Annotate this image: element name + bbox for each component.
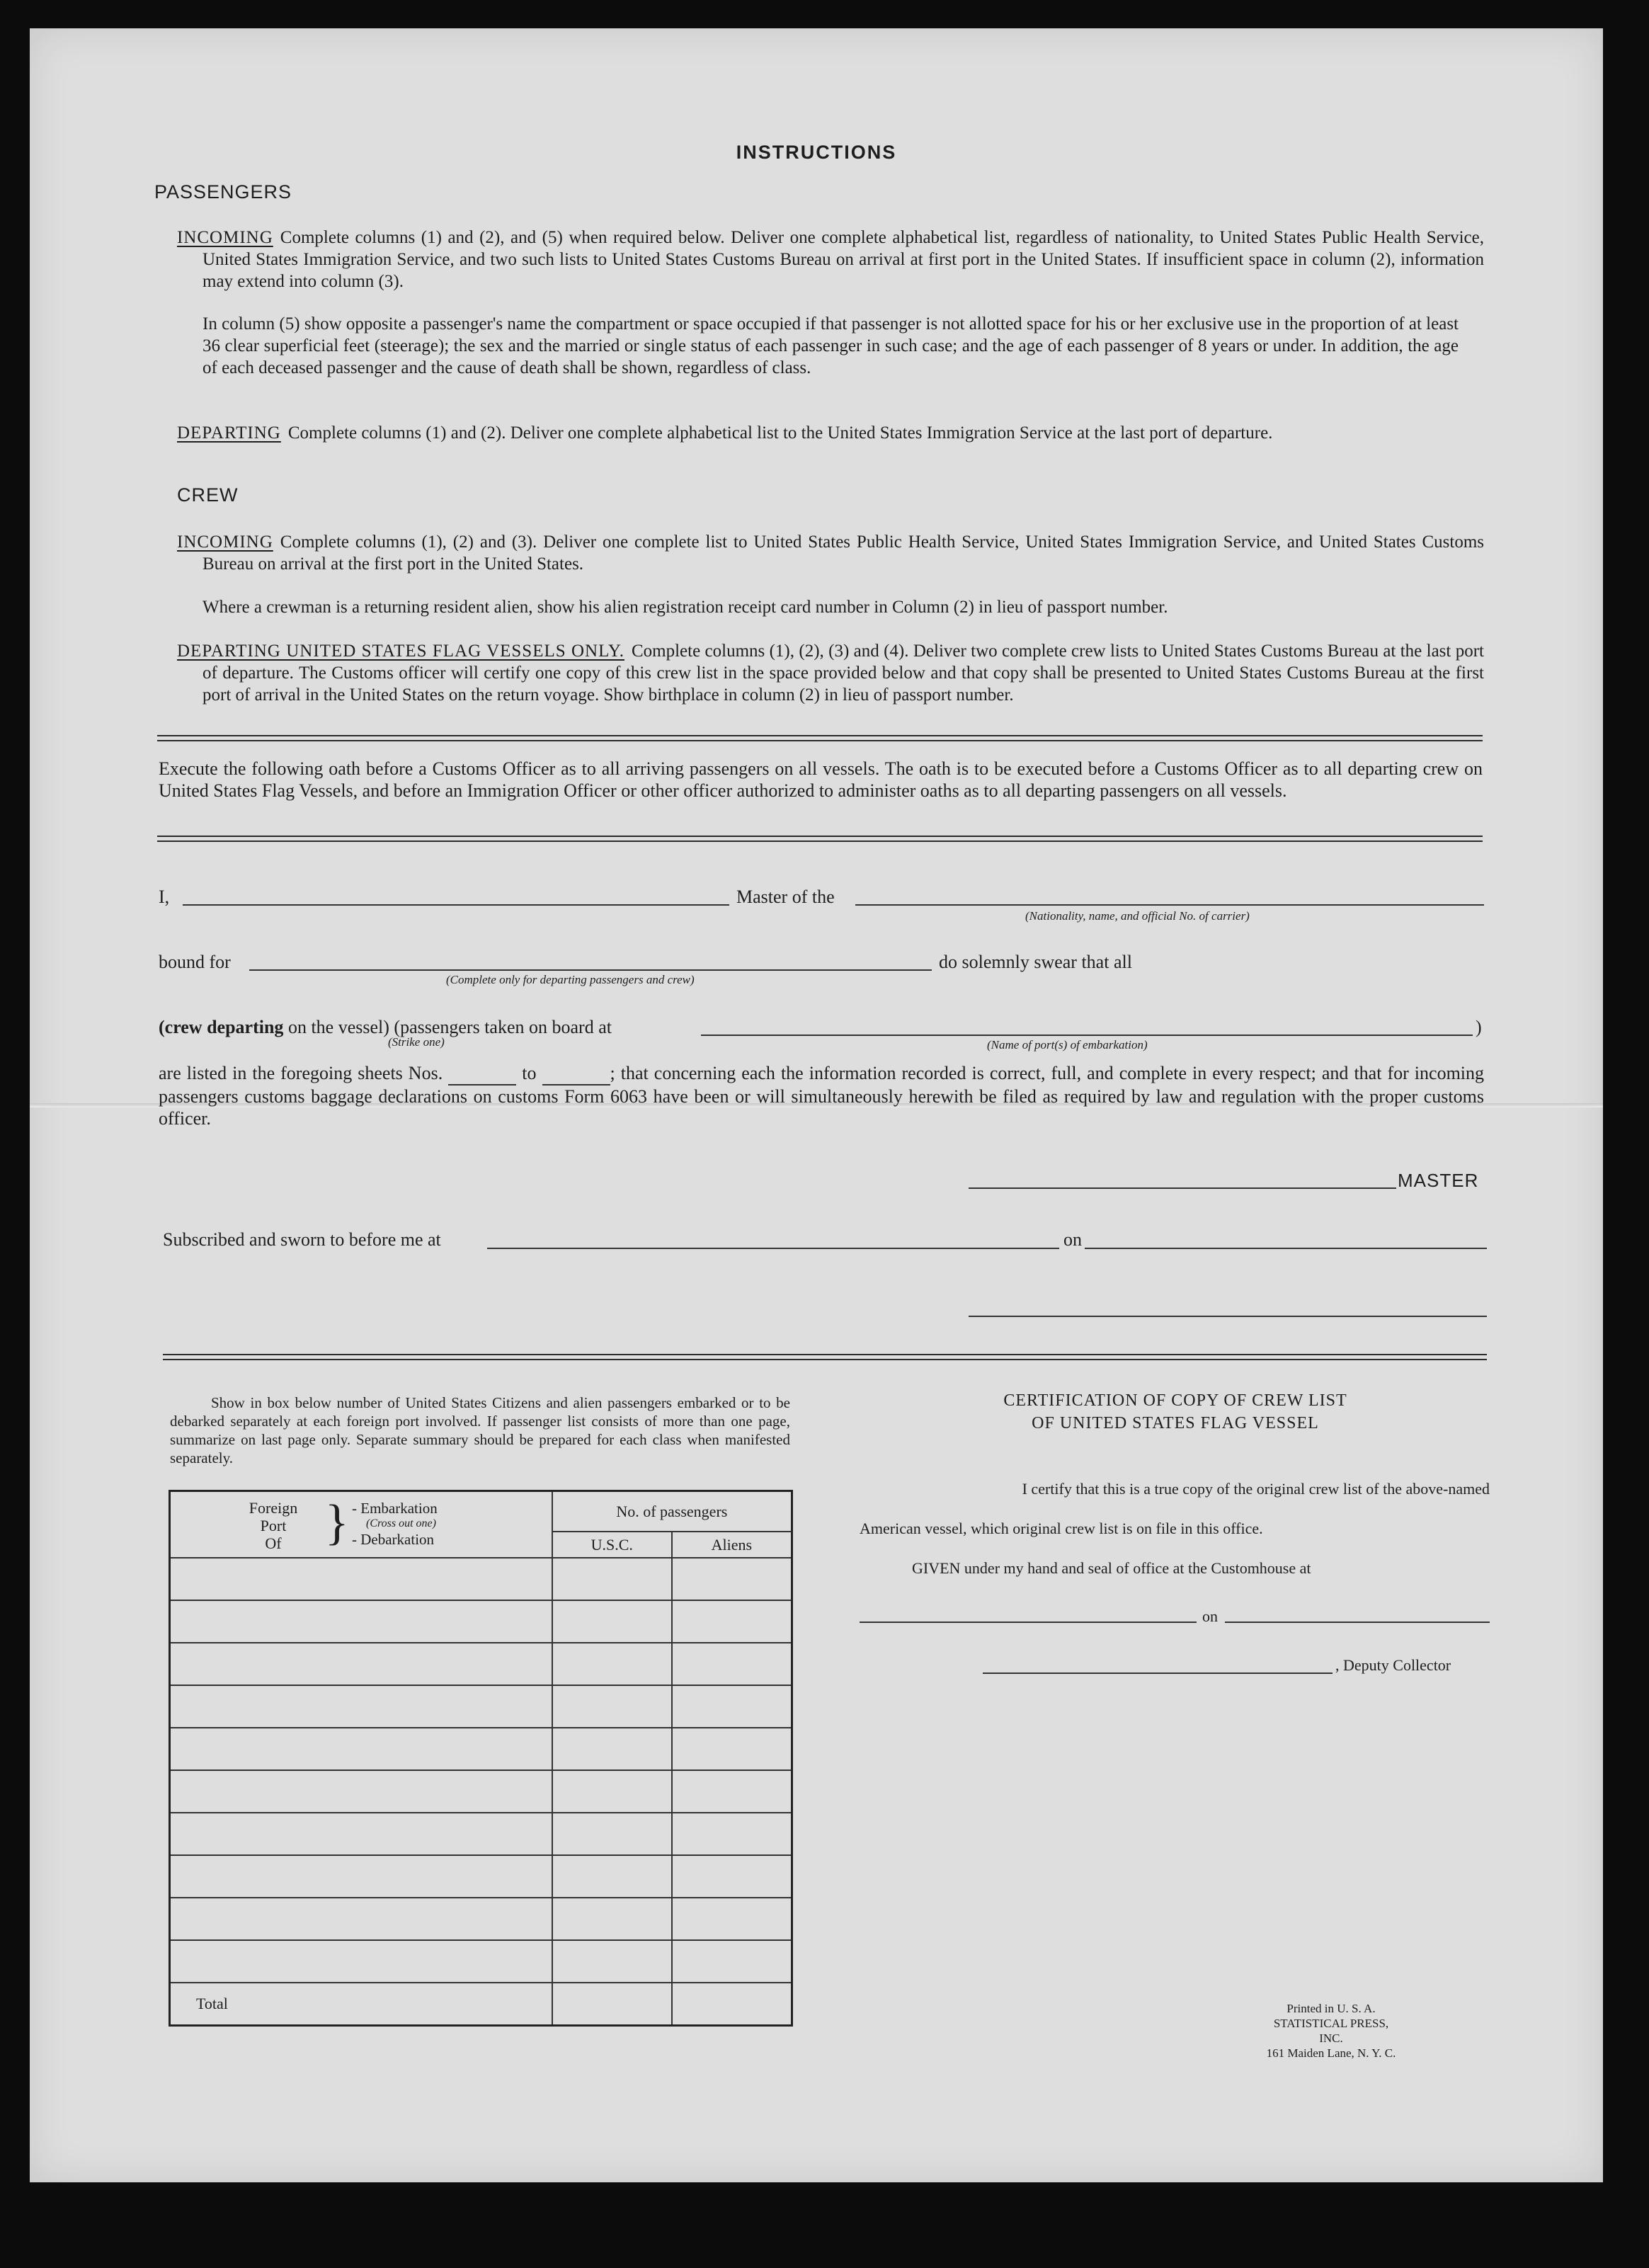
certification-title-line2: OF UNITED STATES FLAG VESSEL [1032, 1414, 1319, 1432]
crew-departing-option[interactable]: (crew departing [159, 1017, 284, 1037]
usc-cell[interactable] [552, 1558, 672, 1600]
oath-i-label: I, [159, 887, 170, 907]
passengers-incoming-text: Complete columns (1) and (2), and (5) when required below. Deliver one complete alphabetical list, regardless of nationality, to United States Public Health Service, United States Immigration Service, and two such lists to United States Customs Bureau on arrival at first port in the United States. If insufficient space in column (2), information may extend into column (3). [202, 228, 1484, 291]
certify-line-b: American vessel, which original crew list is on file in this office. [860, 1520, 1263, 1537]
certification-on-label: on [1202, 1607, 1218, 1625]
aliens-header: Aliens [672, 1532, 792, 1558]
crew-departing-text: Complete columns (1), (2), (3) and (4). Deliver two complete crew lists to United States Customs Bureau at the last port of departure. The Customs officer will certify one copy of this crew list in the space provided below and that copy shall be presented to United States Customs Bureau at the first port of arrival in the United States on the return voyage. Show birthplace in column (2) in lieu of passport number. [202, 642, 1484, 705]
port-cell[interactable] [170, 1855, 552, 1898]
usc-cell[interactable] [552, 1728, 672, 1770]
usc-cell[interactable] [552, 1770, 672, 1813]
foreign-port-header [170, 1491, 552, 1558]
passengers-column5-paragraph: In column (5) show opposite a passenger's name the compartment or space occupied if that passenger is not allotted space for his or her exclusive use in the proportion of at least 36 clear superficial feet (steerage); the sex and the married or single status of each passenger in such case; and the age of each passenger of 8 years or under. In addition, the age of each deceased passenger and the cause of death shall be shown, regardless of class. [202, 314, 1459, 377]
usc-cell[interactable] [552, 1898, 672, 1940]
ports-line[interactable] [701, 1035, 1473, 1036]
complete-only-caption: (Complete only for departing passengers and crew) [446, 973, 695, 986]
port-cell[interactable] [170, 1940, 552, 1983]
passenger-summary-table [169, 1490, 793, 2027]
aliens-cell[interactable] [672, 1770, 792, 1813]
listed-text-a: are listed in the foregoing sheets Nos. [159, 1063, 443, 1083]
aliens-cell[interactable] [672, 1898, 792, 1940]
crew-incoming-text: Complete columns (1), (2) and (3). Deliver one complete list to United States Public Health Service, United States Immigration Service, and United States Customs Bureau on arrival at the first port in the United States. [202, 532, 1484, 574]
port-label: Port [260, 1517, 287, 1534]
on-the-vessel-label: on the vessel) [287, 1017, 389, 1037]
listed-to-label: to [522, 1063, 537, 1083]
sheet-from-line[interactable] [448, 1062, 516, 1085]
section-divider [157, 735, 1483, 741]
total-row [170, 1983, 792, 2026]
usc-header: U.S.C. [552, 1532, 672, 1558]
aliens-cell[interactable] [672, 1855, 792, 1898]
page-title: INSTRUCTIONS [736, 142, 897, 163]
certification-date-line[interactable] [1225, 1622, 1490, 1623]
port-cell[interactable] [170, 1813, 552, 1855]
officer-signature-line[interactable] [969, 1316, 1487, 1317]
master-label: MASTER [1398, 1170, 1479, 1191]
swear-label: do solemnly swear that all [939, 952, 1132, 972]
table-row [170, 1558, 792, 1600]
master-of-the-label: Master of the [736, 887, 835, 907]
total-label: Total [170, 1983, 552, 2026]
carrier-line[interactable] [855, 904, 1484, 906]
subscribed-date-line[interactable] [1085, 1248, 1487, 1249]
passengers-incoming-paragraph [177, 227, 1484, 292]
of-label: Of [265, 1534, 282, 1552]
port-cell[interactable] [170, 1600, 552, 1643]
usc-cell[interactable] [552, 1813, 672, 1855]
certification-title [864, 1389, 1487, 1435]
port-cell[interactable] [170, 1728, 552, 1770]
aliens-cell[interactable] [672, 1643, 792, 1685]
aliens-cell[interactable] [672, 1600, 792, 1643]
crew-departing-lead: DEPARTING UNITED STATES FLAG VESSELS ONLY. [177, 642, 624, 661]
strike-one-caption: (Strike one) [388, 1035, 445, 1049]
printer-line3: 161 Maiden Lane, N. Y. C. [1266, 2046, 1396, 2060]
listed-text-b: ; that concerning each the information recorded is correct, full, and complete in every respect; and that for incoming passengers customs baggage declarations on customs Form 6063 have been or will simultaneously herewith be filed as required by law and regulation with the proper customs officer. [159, 1063, 1485, 1129]
master-name-line[interactable] [183, 904, 729, 906]
usc-cell[interactable] [552, 1643, 672, 1685]
master-signature-line[interactable] [969, 1187, 1396, 1189]
usc-cell[interactable] [552, 1940, 672, 1983]
table-row [170, 1643, 792, 1685]
cross-out-caption: (Cross out one) [366, 1517, 436, 1529]
table-row [170, 1855, 792, 1898]
deputy-collector-label: , Deputy Collector [1335, 1656, 1451, 1674]
aliens-cell[interactable] [672, 1940, 792, 1983]
passengers-departing-paragraph [177, 422, 1484, 444]
usc-cell[interactable] [552, 1600, 672, 1643]
sheet-to-line[interactable] [542, 1062, 610, 1085]
certification-title-line1: CERTIFICATION OF COPY OF CREW LIST [1003, 1391, 1347, 1410]
subscribed-on-label: on [1063, 1229, 1082, 1250]
brace-icon: } [325, 1495, 349, 1550]
close-paren: ) [1476, 1017, 1482, 1037]
printer-line1: Printed in U. S. A. [1286, 2002, 1376, 2015]
no-of-passengers-header: No. of passengers [552, 1491, 792, 1532]
port-cell[interactable] [170, 1898, 552, 1940]
table-row [170, 1770, 792, 1813]
table-row [170, 1728, 792, 1770]
strike-one-line [159, 1017, 612, 1038]
crew-resident-paragraph: Where a crewman is a returning resident alien, show his alien registration receipt card number in Column (2) in lieu of passport number. [202, 598, 1168, 617]
oath-intro: Execute the following oath before a Customs Officer as to all arriving passengers on all vessels. The oath is to be executed before a Customs Officer as to all departing crew on United States Flag Vessels, and before an Immigration Officer or other officer authorized to administer oaths as to all departing passengers on all vessels. [159, 758, 1483, 801]
nationality-caption: (Nationality, name, and official No. of carrier) [1025, 909, 1250, 923]
embarkation-option[interactable]: - Embarkation [352, 1500, 438, 1517]
port-cell[interactable] [170, 1643, 552, 1685]
aliens-cell[interactable] [672, 1685, 792, 1728]
usc-total-cell[interactable] [552, 1983, 672, 2026]
port-cell[interactable] [170, 1558, 552, 1600]
debarkation-option[interactable]: - Debarkation [352, 1531, 435, 1548]
passengers-taken-option[interactable]: (passengers taken on board at [394, 1017, 612, 1037]
table-row [170, 1940, 792, 1983]
foreign-label: Foreign [249, 1499, 298, 1517]
aliens-total-cell[interactable] [672, 1983, 792, 2026]
passengers-incoming-lead: INCOMING [177, 228, 273, 247]
table-row [170, 1600, 792, 1643]
aliens-cell[interactable] [672, 1728, 792, 1770]
crew-heading: CREW [177, 484, 239, 506]
aliens-cell[interactable] [672, 1813, 792, 1855]
listed-paragraph [159, 1062, 1484, 1129]
bound-for-label: bound for [159, 952, 231, 972]
deputy-collector-line[interactable] [983, 1672, 1333, 1674]
port-cell[interactable] [170, 1770, 552, 1813]
table-row [170, 1898, 792, 1940]
printer-line2: STATISTICAL PRESS, INC. [1273, 2017, 1389, 2045]
customhouse-line[interactable] [860, 1622, 1197, 1623]
usc-cell[interactable] [552, 1685, 672, 1728]
crew-incoming-lead: INCOMING [177, 532, 273, 552]
lower-divider [163, 1354, 1487, 1360]
aliens-cell[interactable] [672, 1558, 792, 1600]
crew-departing-paragraph [177, 640, 1484, 706]
passengers-departing-lead: DEPARTING [177, 423, 281, 443]
ports-caption: (Name of port(s) of embarkation) [987, 1038, 1148, 1052]
table-row [170, 1685, 792, 1728]
printer-imprint [1260, 2001, 1402, 2061]
summary-intro: Show in box below number of United States Citizens and alien passengers embarked or to be debarked separately at each foreign port involved. If passenger list consists of more than one page, summarize on last page only. Separate summary should be prepared for each class when manifested separately. [170, 1394, 790, 1466]
port-cell[interactable] [170, 1685, 552, 1728]
passengers-heading: PASSENGERS [154, 181, 292, 203]
certify-line-a: I certify that this is a true copy of the original crew list of the above-named [1022, 1480, 1490, 1498]
oath-divider [157, 836, 1483, 842]
passengers-departing-text: Complete columns (1) and (2). Deliver one complete alphabetical list to the United States Immigration Service at the last port of departure. [287, 423, 1273, 443]
bound-for-line[interactable] [249, 969, 932, 971]
table-row [170, 1813, 792, 1855]
given-line: GIVEN under my hand and seal of office at the Customhouse at [912, 1559, 1311, 1577]
subscribed-label: Subscribed and sworn to before me at [163, 1229, 441, 1250]
usc-cell[interactable] [552, 1855, 672, 1898]
crew-incoming-paragraph [177, 531, 1484, 575]
subscribed-place-line[interactable] [487, 1248, 1059, 1249]
